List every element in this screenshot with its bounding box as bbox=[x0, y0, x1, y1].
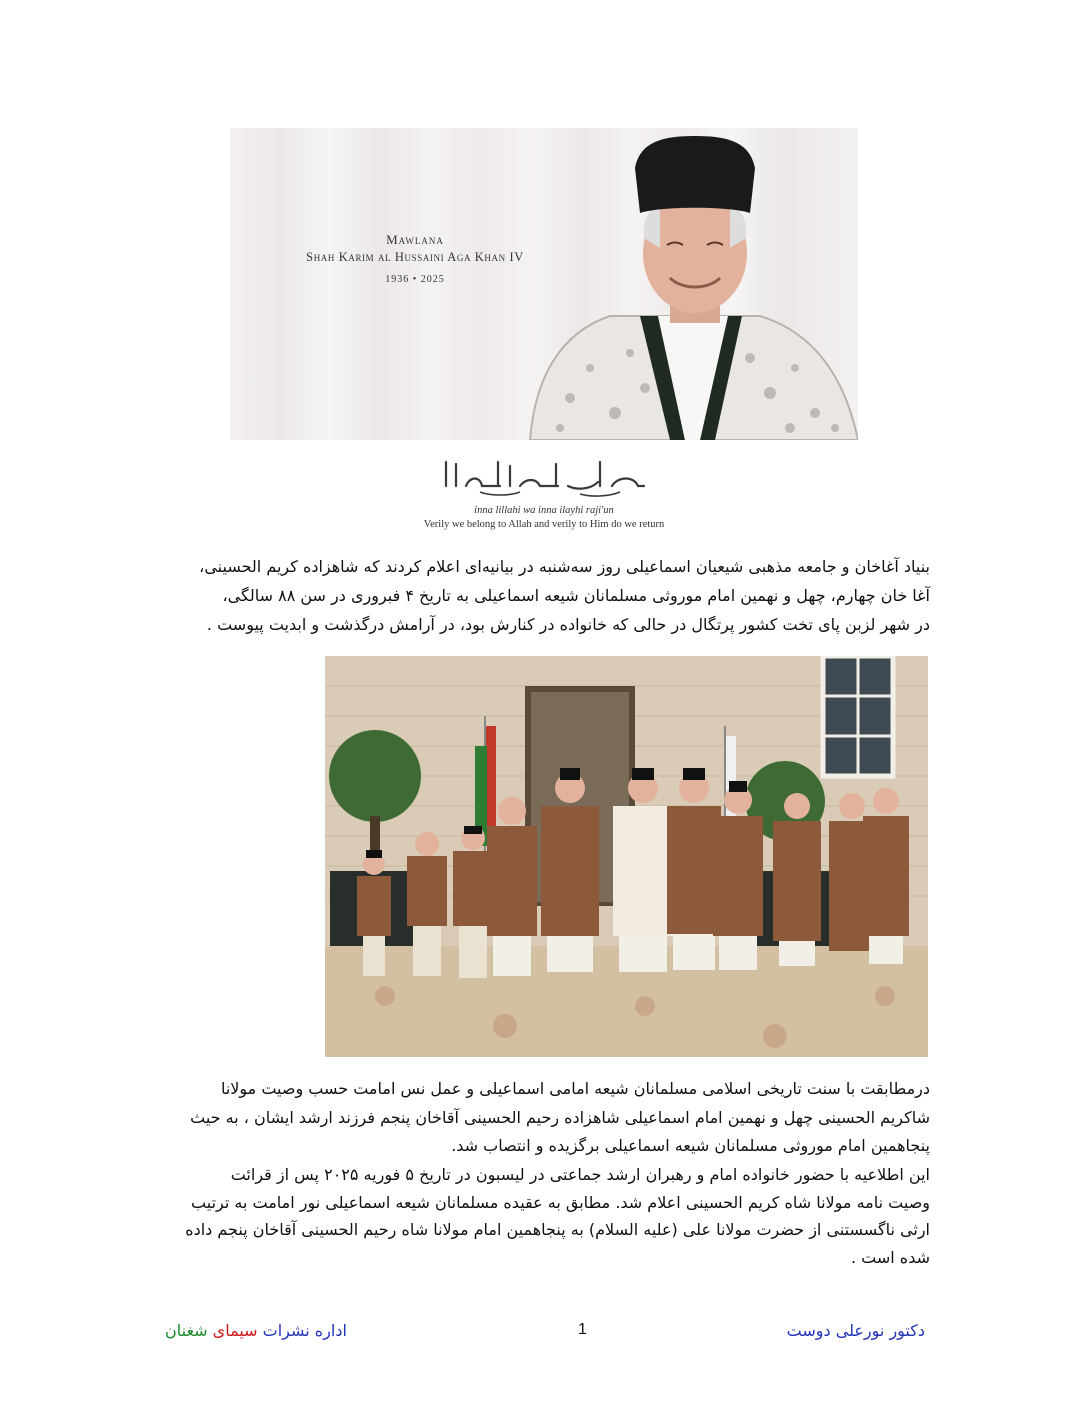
paragraph-line: پنجاهمین امام موروثی مسلمانان شیعه اسماعیلی برگزیده و انتصاب شد. bbox=[451, 1136, 930, 1155]
paragraph-line: وصیت نامه مولانا شاه کریم الحسینی اعلام شد. مطابق به عقیده مسلمانان شیعه اسماعیلی نور امامت به ترتیب bbox=[191, 1192, 930, 1212]
paragraph-line: در شهر لزبن پای تخت کشور پرتگال در حالی که خانواده در کنارش بود، در آرامش درگذشت و ابدیت پیوست . bbox=[206, 615, 930, 634]
banner-name: Shah Karim al Hussaini Aga Khan IV bbox=[306, 250, 524, 264]
paragraph-announcement bbox=[150, 552, 930, 639]
paragraph-line: بنیاد آغاخان و جامعه مذهبی شیعیان اسماعیلی روز سه‌شنبه در بیانیه‌ای اعلام کردند که شاهزاده کریم الحسینی، bbox=[199, 557, 930, 576]
family-photo bbox=[325, 656, 928, 1057]
page-number: 1 bbox=[578, 1321, 587, 1338]
banner-title: Mawlana bbox=[386, 232, 444, 247]
paragraph-line: ارثی ناگسستنی از حضرت مولانا علی (علیه السلام) به پنجاهمین امام مولانا شاه رحیم الحسینی آقاخان پنجم داده bbox=[185, 1220, 930, 1239]
paragraph-line: شده است . bbox=[850, 1247, 930, 1267]
publisher-prefix: اداره نشرات bbox=[257, 1321, 347, 1340]
paragraph-line: درمطابقت با سنت تاریخی اسلامی مسلمانان شیعه امامی اسماعیلی و عمل نس امامت حسب وصیت مولانا bbox=[220, 1079, 930, 1098]
publisher-word-shughnan: شغنان bbox=[165, 1321, 208, 1340]
paragraph-announcement-lisbon bbox=[150, 1161, 930, 1271]
footer-author: دکتور نورعلی دوست bbox=[786, 1321, 925, 1340]
publisher-word-simay: سیمای bbox=[212, 1321, 258, 1340]
footer-publisher bbox=[165, 1321, 347, 1340]
verse-translation: Verily we belong to Allah and verily to Him do we return bbox=[423, 519, 665, 530]
verse-arabic: انا لله و انا اليه راجعون bbox=[545, 478, 555, 479]
paragraph-line: شاکریم الحسینی چهل و نهمین امام اسماعیلی شاهزاده رحیم الحسینی آقاخان پنجم فرزند ارشد ایشان ، به حیث bbox=[190, 1107, 930, 1127]
paragraph-line: این اطلاعیه با حضور خانواده امام و رهبران ارشد جماعتی در لیسبون در تاریخ ۵ فوریه ۲۰۲۵ پس از قرائت bbox=[230, 1165, 930, 1184]
portrait-illustration bbox=[230, 128, 858, 440]
arabic-calligraphy-image bbox=[440, 456, 650, 498]
verse-transliteration: inna lillahi wa inna ilayhi raji'un bbox=[474, 505, 614, 516]
banner-years: 1936 • 2025 bbox=[385, 274, 445, 285]
memorial-banner-image bbox=[230, 128, 858, 440]
paragraph-line: آغا خان چهارم، چهل و نهمین امام موروثی مسلمانان شیعه اسماعیلی به تاریخ ۴ فبروری در سن ۸۸ سالگی، bbox=[222, 586, 930, 605]
paragraph-succession bbox=[150, 1075, 930, 1161]
family-photo-illustration bbox=[325, 656, 928, 1057]
